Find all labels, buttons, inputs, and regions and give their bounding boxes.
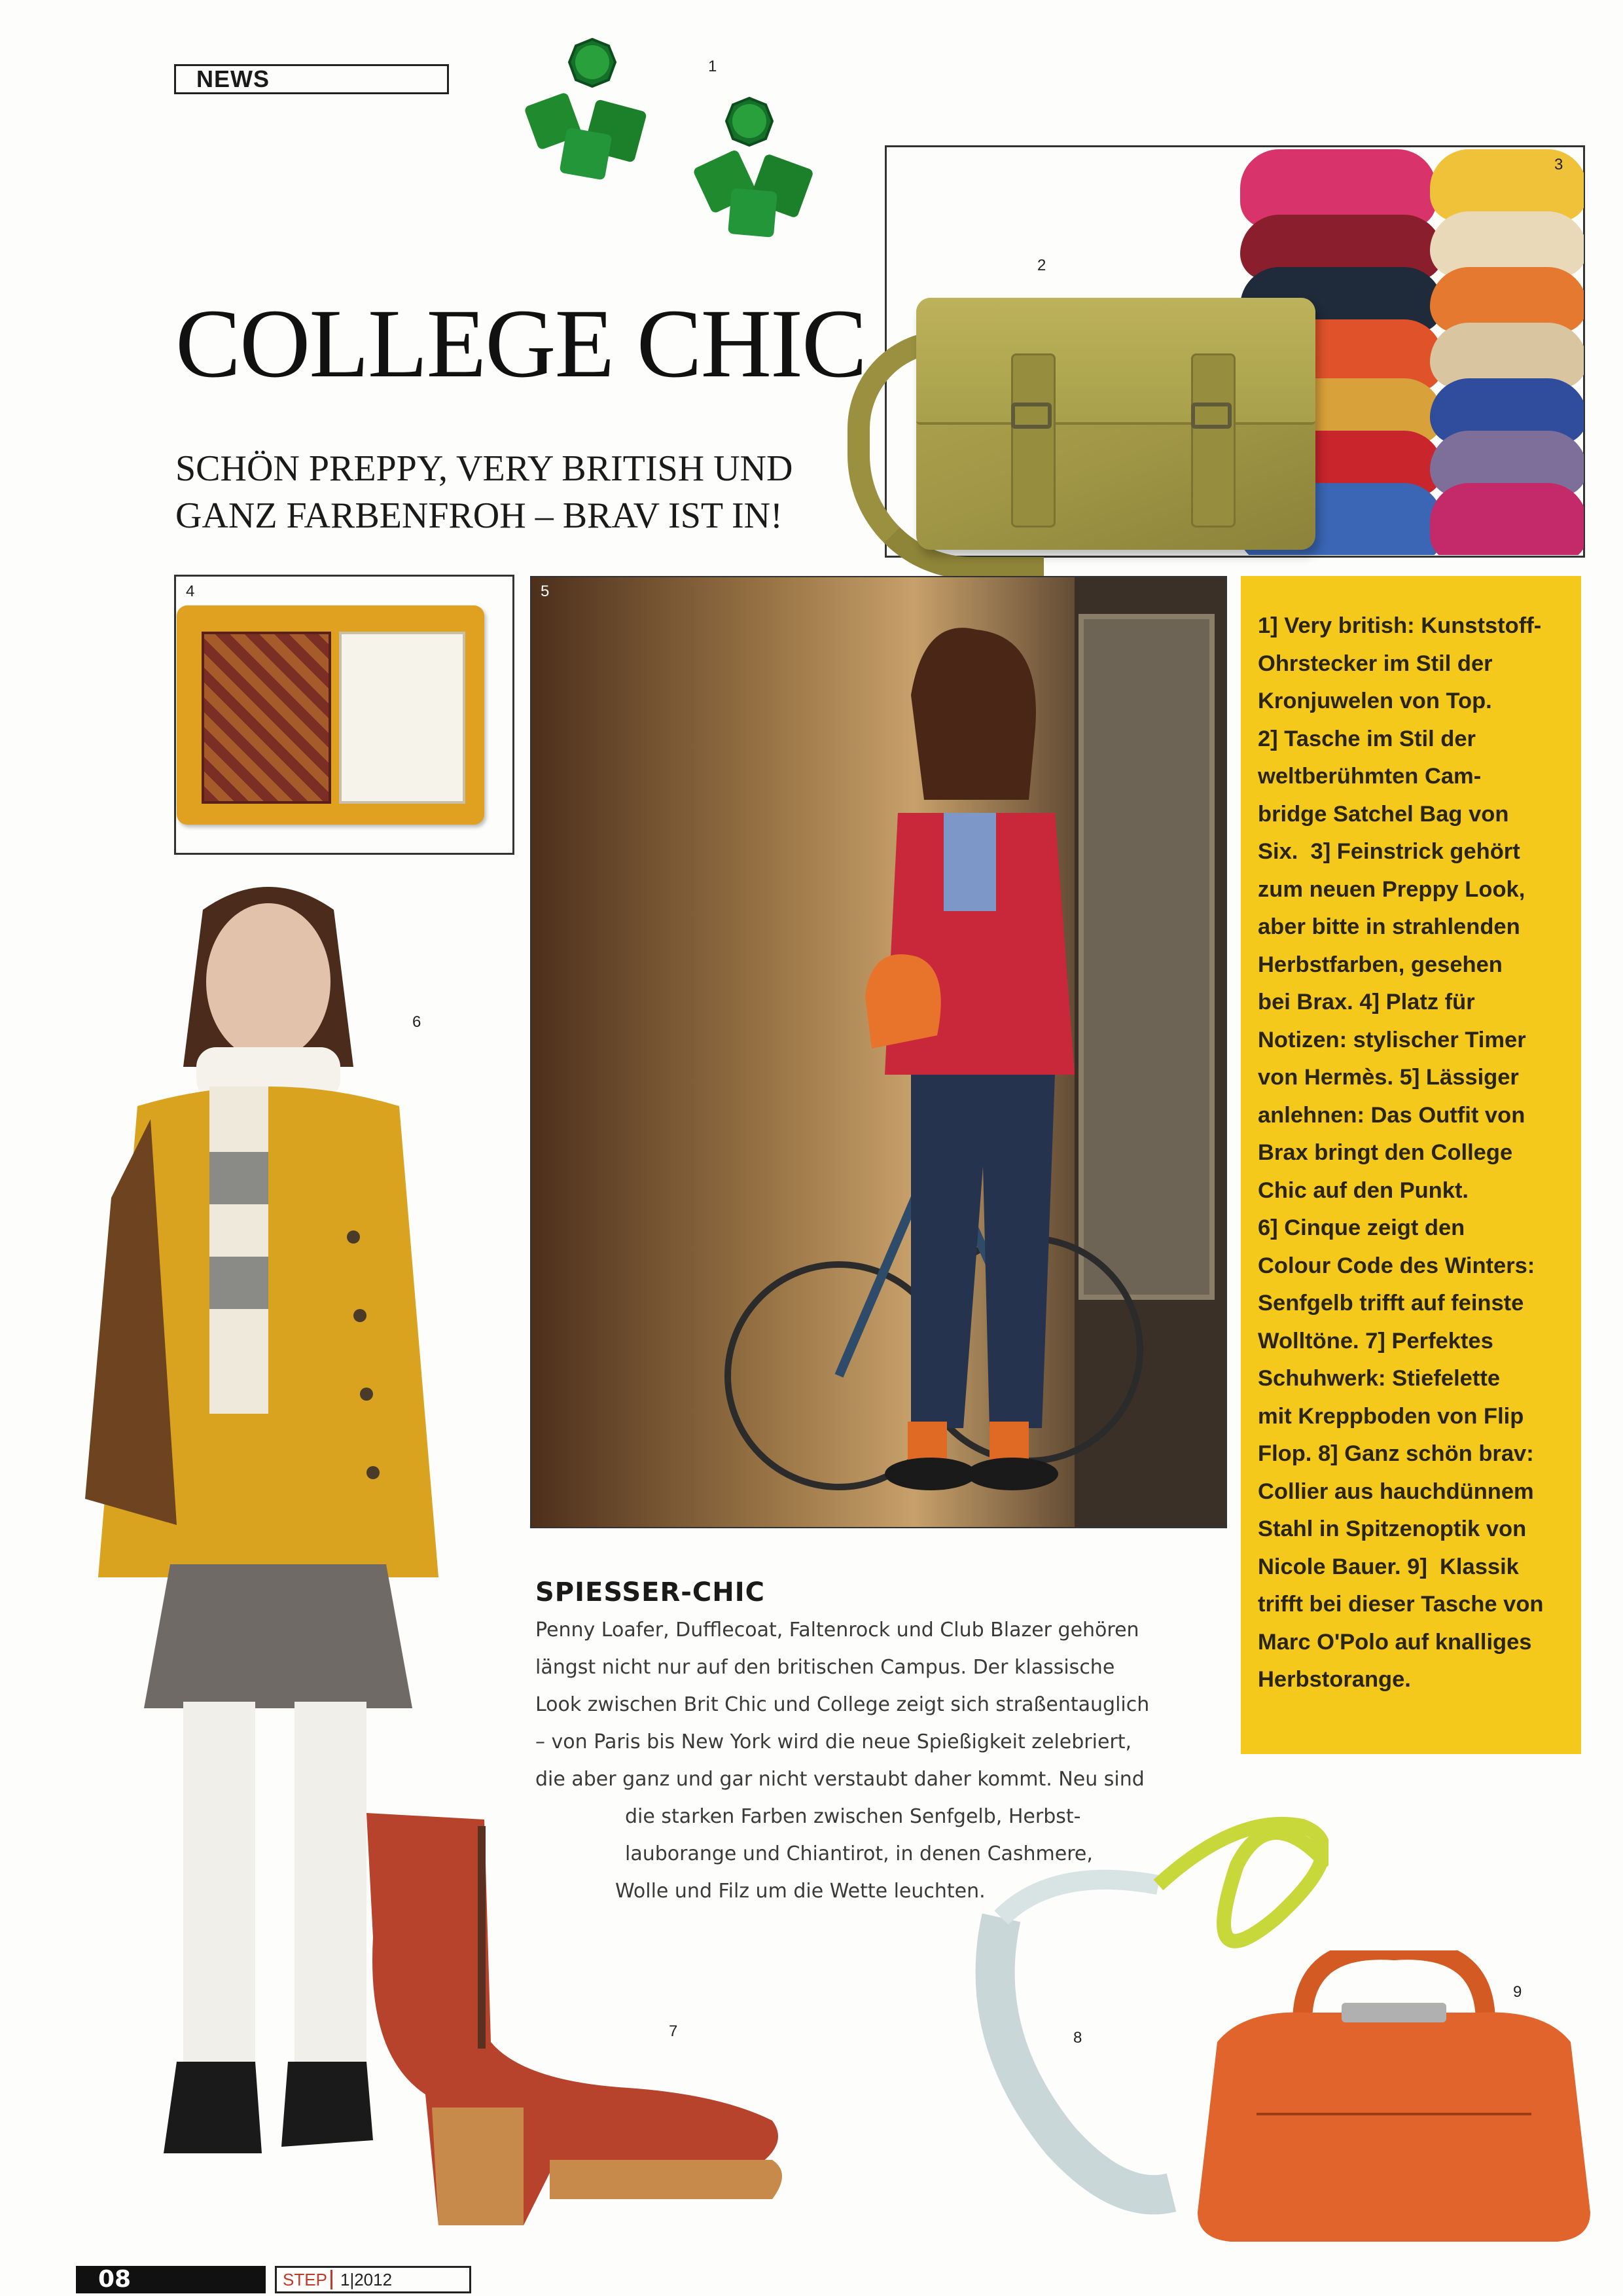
body-title: SPIESSER-CHIC <box>535 1577 765 1607</box>
caption-line: Herbstorange. <box>1258 1667 1411 1692</box>
item-number-9: 9 <box>1513 1983 1522 2001</box>
item-number-1: 1 <box>708 58 717 75</box>
subhead-line-2: GANZ FARBENFROH – BRAV IST IN! <box>175 495 783 536</box>
magazine-name: STEP <box>283 2270 327 2289</box>
caption-line: 6] Cinque zeigt den <box>1258 1215 1465 1240</box>
caption-line: Chic auf den Punkt. <box>1258 1177 1469 1203</box>
section-label: NEWS <box>196 65 270 92</box>
caption-line: Six. 3] Feinstrick gehört <box>1258 839 1520 864</box>
caption-line: zum neuen Preppy Look, <box>1258 876 1525 902</box>
street-fashion-photo <box>530 576 1227 1528</box>
satchel-flap <box>916 298 1315 425</box>
caption-line: anlehnen: Das Outfit von <box>1258 1102 1525 1128</box>
body-line-1: Penny Loafer, Dufflecoat, Faltenrock und Club Blazer gehören <box>535 1619 1139 1641</box>
satchel-buckle-right <box>1191 403 1232 429</box>
caption-line: Stahl in Spitzenoptik von <box>1258 1516 1527 1541</box>
caption-line: von Hermès. 5] Lässiger <box>1258 1065 1519 1090</box>
satchel-buckle-strap-left <box>1011 353 1056 528</box>
item-number-6: 6 <box>412 1013 421 1031</box>
satchel-buckle-strap-right <box>1191 353 1236 528</box>
magazine-issue: 1|2012 <box>340 2270 393 2289</box>
caption-box <box>1241 576 1581 1754</box>
caption-line: Colour Code des Winters: <box>1258 1253 1535 1278</box>
green-earring-right <box>681 92 818 242</box>
caption-line: bei Brax. 4] Platz für <box>1258 990 1475 1014</box>
body-line-7: lauborange und Chiantirot, in denen Cashmere, <box>625 1842 1093 1865</box>
caption-line: 2] Tasche im Stil der <box>1258 726 1476 751</box>
item-number-4: 4 <box>186 583 195 600</box>
caption-line: aber bitte in strahlenden <box>1258 914 1520 939</box>
orange-doctor-bag <box>1191 1950 1597 2245</box>
red-ankle-boot <box>353 1806 798 2225</box>
article-subhead <box>175 445 856 539</box>
satchel-buckle-left <box>1011 403 1052 429</box>
caption-line: Schuhwerk: Stiefelette <box>1258 1366 1501 1391</box>
timer-notepad <box>339 632 465 804</box>
caption-line: bridge Satchel Bag von <box>1258 801 1509 827</box>
caption-line: Collier aus hauchdünnem <box>1258 1479 1534 1504</box>
item-number-5: 5 <box>541 583 550 600</box>
body-line-8: Wolle und Filz um die Wette leuchten. <box>615 1880 986 1903</box>
caption-line: 1] Very british: Kunststoff- <box>1258 613 1542 638</box>
caption-line: Marc O'Polo auf knalliges <box>1258 1629 1532 1655</box>
caption-line: Kronjuwelen von Top. <box>1258 689 1492 713</box>
body-line-3: Look zwischen Brit Chic und College zeigt sich straßentauglich <box>535 1693 1150 1716</box>
timer-pattern-cover <box>202 632 331 804</box>
article-headline: COLLEGE CHIC <box>175 289 866 398</box>
subhead-line-1: SCHÖN PREPPY, VERY BRITISH UND <box>175 448 793 489</box>
caption-text <box>1258 607 1567 1699</box>
body-line-2: längst nicht nur auf den britischen Campus. Der klassische <box>535 1656 1115 1679</box>
item-number-8: 8 <box>1073 2029 1082 2047</box>
caption-line: Flop. 8] Ganz schön brav: <box>1258 1441 1534 1466</box>
magazine-separator <box>330 2270 332 2289</box>
caption-line: weltberühmten Cam- <box>1258 764 1482 789</box>
item-number-2: 2 <box>1037 257 1046 274</box>
body-line-4: – von Paris bis New York wird die neue Spießigkeit zelebriert, <box>535 1731 1132 1753</box>
body-line-6: die starken Farben zwischen Senfgelb, Herbst- <box>625 1805 1081 1828</box>
caption-line: Brax bringt den College <box>1258 1140 1513 1165</box>
street-scene-illustration <box>531 577 1227 1528</box>
caption-line: Notizen: stylischer Timer <box>1258 1027 1526 1052</box>
page-number: 08 <box>98 2266 132 2293</box>
green-earring-left <box>517 33 654 183</box>
caption-line: Herbstfarben, gesehen <box>1258 952 1503 977</box>
caption-line: Nicole Bauer. 9] Klassik <box>1258 1554 1519 1579</box>
caption-line: Ohrstecker im Stil der <box>1258 651 1493 676</box>
item-number-7: 7 <box>669 2022 678 2040</box>
caption-line: trifft bei dieser Tasche von <box>1258 1592 1544 1617</box>
item-number-3: 3 <box>1554 156 1563 173</box>
body-line-5: die aber ganz und gar nicht verstaubt daher kommt. Neu sind <box>535 1768 1145 1791</box>
caption-line: Wolltöne. 7] Perfektes <box>1258 1328 1493 1354</box>
caption-line: mit Kreppboden von Flip <box>1258 1403 1524 1429</box>
caption-line: Senfgelb trifft auf feinste <box>1258 1291 1524 1316</box>
